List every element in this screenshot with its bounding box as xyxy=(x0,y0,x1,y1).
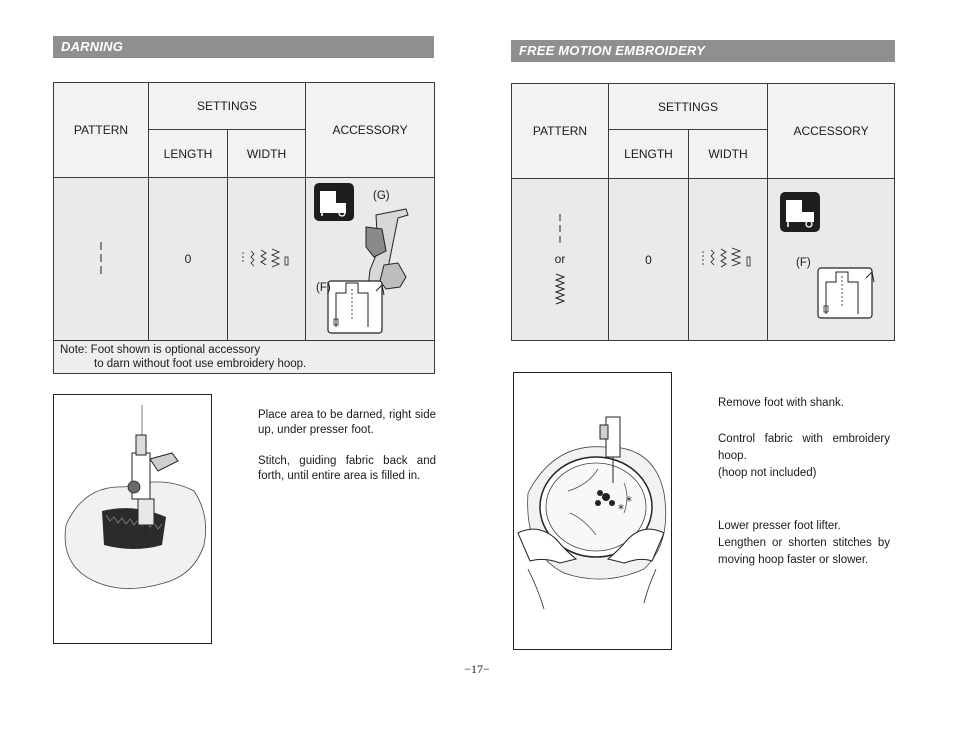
embroidery-pattern-cell xyxy=(512,179,609,341)
darning-accessory-cell xyxy=(306,178,435,341)
embroidery-illustration-frame xyxy=(513,372,672,650)
length-header: LENGTH xyxy=(149,130,228,178)
embroidery-step-4: Lengthen or shorten stitches by moving hoop faster or slower. xyxy=(718,537,890,566)
foot-label-f: (F) xyxy=(316,282,331,294)
embroidery-length-value: 0 xyxy=(609,179,689,341)
accessory-header: ACCESSORY xyxy=(306,83,435,178)
embroidery-instructions xyxy=(718,396,890,569)
embroidery-step-2-note: (hoop not included) xyxy=(718,467,817,479)
svg-text:*: * xyxy=(626,494,632,508)
darning-note xyxy=(54,341,435,374)
note-line-2: to darn without foot use embroidery hoop. xyxy=(94,358,307,370)
width-zigzag-icon xyxy=(697,246,759,270)
width-header: WIDTH xyxy=(689,130,768,179)
note-line-1: Note: Foot shown is optional accessory xyxy=(60,344,261,356)
straight-stitch-icon xyxy=(550,212,570,246)
darning-settings-table xyxy=(53,82,435,374)
darning-illustration xyxy=(54,395,211,643)
darning-pattern-cell xyxy=(54,178,149,341)
length-header: LENGTH xyxy=(609,130,689,179)
darning-illustration-frame xyxy=(53,394,212,644)
darning-title: DARNING xyxy=(53,36,434,58)
settings-header: SETTINGS xyxy=(609,84,768,130)
zigzag-stitch-icon xyxy=(550,272,570,308)
straight-stitch-icon xyxy=(91,238,111,278)
embroidery-step-3: Lower presser foot lifter. xyxy=(718,520,841,532)
width-header: WIDTH xyxy=(228,130,306,178)
embroidery-width-cell xyxy=(689,179,768,341)
pattern-header: PATTERN xyxy=(512,84,609,179)
embroidery-step-1: Remove foot with shank. xyxy=(718,397,844,409)
embroidery-foot-illustration xyxy=(768,180,893,340)
accessory-header: ACCESSORY xyxy=(768,84,895,179)
width-zigzag-icon xyxy=(237,247,297,269)
pattern-header: PATTERN xyxy=(54,83,149,178)
page-number: −17− xyxy=(464,662,490,676)
embroidery-hoop-illustration xyxy=(514,373,671,649)
darning-width-cell xyxy=(228,178,306,341)
embroidery-title: FREE MOTION EMBROIDERY xyxy=(511,40,895,62)
embroidery-settings-table xyxy=(511,83,895,341)
foot-label-f: (F) xyxy=(796,257,811,269)
svg-text:*: * xyxy=(618,502,624,516)
foot-label-g: (G) xyxy=(373,190,390,202)
darning-length-value: 0 xyxy=(149,178,228,341)
embroidery-accessory-cell xyxy=(768,179,895,341)
darning-step-2: Stitch, guiding fabric back and forth, until entire area is filled in. xyxy=(258,455,436,482)
darning-instructions xyxy=(258,408,436,484)
pattern-or-label: or xyxy=(554,251,566,266)
settings-header: SETTINGS xyxy=(149,83,306,130)
embroidery-step-2: Control fabric with embroidery hoop. xyxy=(718,433,890,462)
darning-step-1: Place area to be darned, right side up, under presser foot. xyxy=(258,409,436,436)
darning-foot-illustration xyxy=(306,179,433,339)
